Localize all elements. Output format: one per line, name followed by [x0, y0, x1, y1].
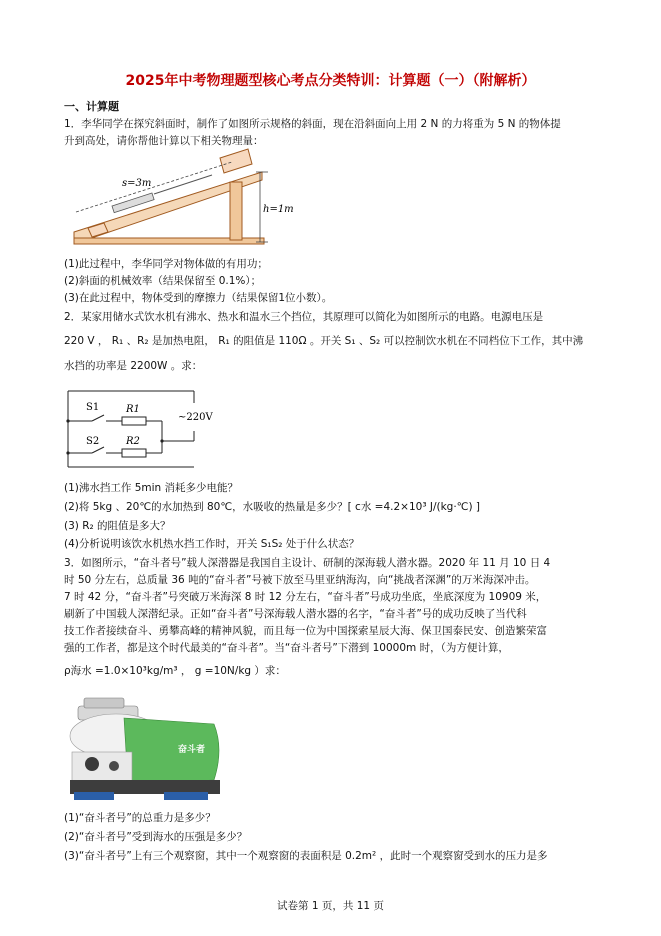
q2-sub2: (2)将 5kg 、20℃的水加热到 80℃，水吸收的热量是多少？[ c水 =4.2×10³ J/(kg·℃) ]: [64, 501, 481, 513]
q3-sub3: (3)“奋斗者号”上有三个观察窗，其中一个观察窗的表面积是 0.2m² ，此时一个观察窗受到水的压力是多: [64, 850, 548, 862]
q2-sub4: (4)分析说明该饮水机热水挡工作时，开关 S₁S₂ 处于什么状态？: [64, 538, 360, 550]
q1-text-line2: 升到高处，请你帮他计算以下相关物理量：: [64, 135, 264, 147]
q3-text-line3: 7 时 42 分，“奋斗者”号突破万米海深 8 时 12 分左右，“奋斗者”号成功坐底，坐底深度为 10909 米，: [64, 591, 547, 603]
q1-sub3: (3)在此过程中，物体受到的摩擦力（结果保留1位小数）。: [64, 292, 333, 304]
q3-text-line7: ρ海水 =1.0×10³kg/m³ ， g =10N/kg ）求：: [64, 665, 286, 677]
q3-text-line6: 强的工作者，都是这个时代最美的“奋斗者”。当“奋斗者号”下潜到 10000m 时，（为方便计算，: [64, 642, 509, 654]
incline-h-label: h=1m: [263, 204, 294, 215]
q3-text-line4: 刷新了中国载人深潜纪录。正如“奋斗者”号深海载人潜水器的名字，“奋斗者”号的成功反映了当代科: [64, 608, 527, 620]
circuit-r2-label: R2: [126, 436, 140, 447]
q2-sub1: (1)沸水挡工作 5min 消耗多少电能？: [64, 482, 239, 494]
submersible-photo: [64, 694, 229, 804]
circuit-voltage-label: ~220V: [178, 412, 213, 423]
q3-text-line1: 3．如图所示，“奋斗者号”载人深潜器是我国自主设计、研制的深海载人潜水器。2020 年 11 月 10 日 4: [64, 557, 551, 569]
circuit-s2-label: S2: [86, 436, 100, 447]
q1-sub2: (2)斜面的机械效率（结果保留至 0.1%）；: [64, 275, 262, 287]
q1-text-line1: 1．李华同学在探究斜面时，制作了如图所示规格的斜面，现在沿斜面向上用 2 N 的力将重为 5 N 的物体提: [64, 118, 561, 130]
incline-figure: [62, 150, 294, 248]
submersible-name-label: 奋斗者: [178, 745, 206, 755]
q1-sub1: (1)此过程中，李华同学对物体做的有用功；: [64, 258, 268, 270]
q3-sub1: (1)“奋斗者号”的总重力是多少？: [64, 812, 216, 824]
q2-text-line3: 水挡的功率是 2200W 。求：: [64, 360, 203, 372]
section-heading: 一、计算题: [64, 100, 119, 113]
q3-text-line5: 技工作者接续奋斗、勇攀高峰的精神风貌，而且每一位为中国探索星辰大海、保卫国泰民安、创造繁荣富: [64, 625, 547, 637]
q2-sub3: (3) R₂ 的阻值是多大？: [64, 520, 171, 532]
circuit-diagram: [62, 383, 222, 473]
circuit-s1-label: S1: [86, 402, 100, 413]
q3-sub2: (2)“奋斗者号”受到海水的压强是多少？: [64, 831, 248, 843]
q2-text-line1: 2．某家用储水式饮水机有沸水、热水和温水三个挡位，其原理可以简化为如图所示的电路。电源电压是: [64, 311, 544, 323]
page-footer: 试卷第 1 页，共 11 页: [277, 900, 384, 912]
q2-text-line2: 220 V ， R₁ 、R₂ 是加热电阻， R₁ 的阻值是 110Ω 。开关 S₁ 、S₂ 可以控制饮水机在不同档位下工作，其中沸: [64, 335, 584, 347]
q3-text-line2: 时 50 分左右，总质量 36 吨的“奋斗者”号被下放至马里亚纳海沟，向“挑战者深渊”的万米海深冲击。: [64, 574, 536, 586]
page-title: 2025年中考物理题型核心考点分类特训：计算题（一）（附解析）: [125, 73, 536, 89]
circuit-r1-label: R1: [126, 404, 140, 415]
incline-s-label: s=3m: [122, 178, 152, 189]
